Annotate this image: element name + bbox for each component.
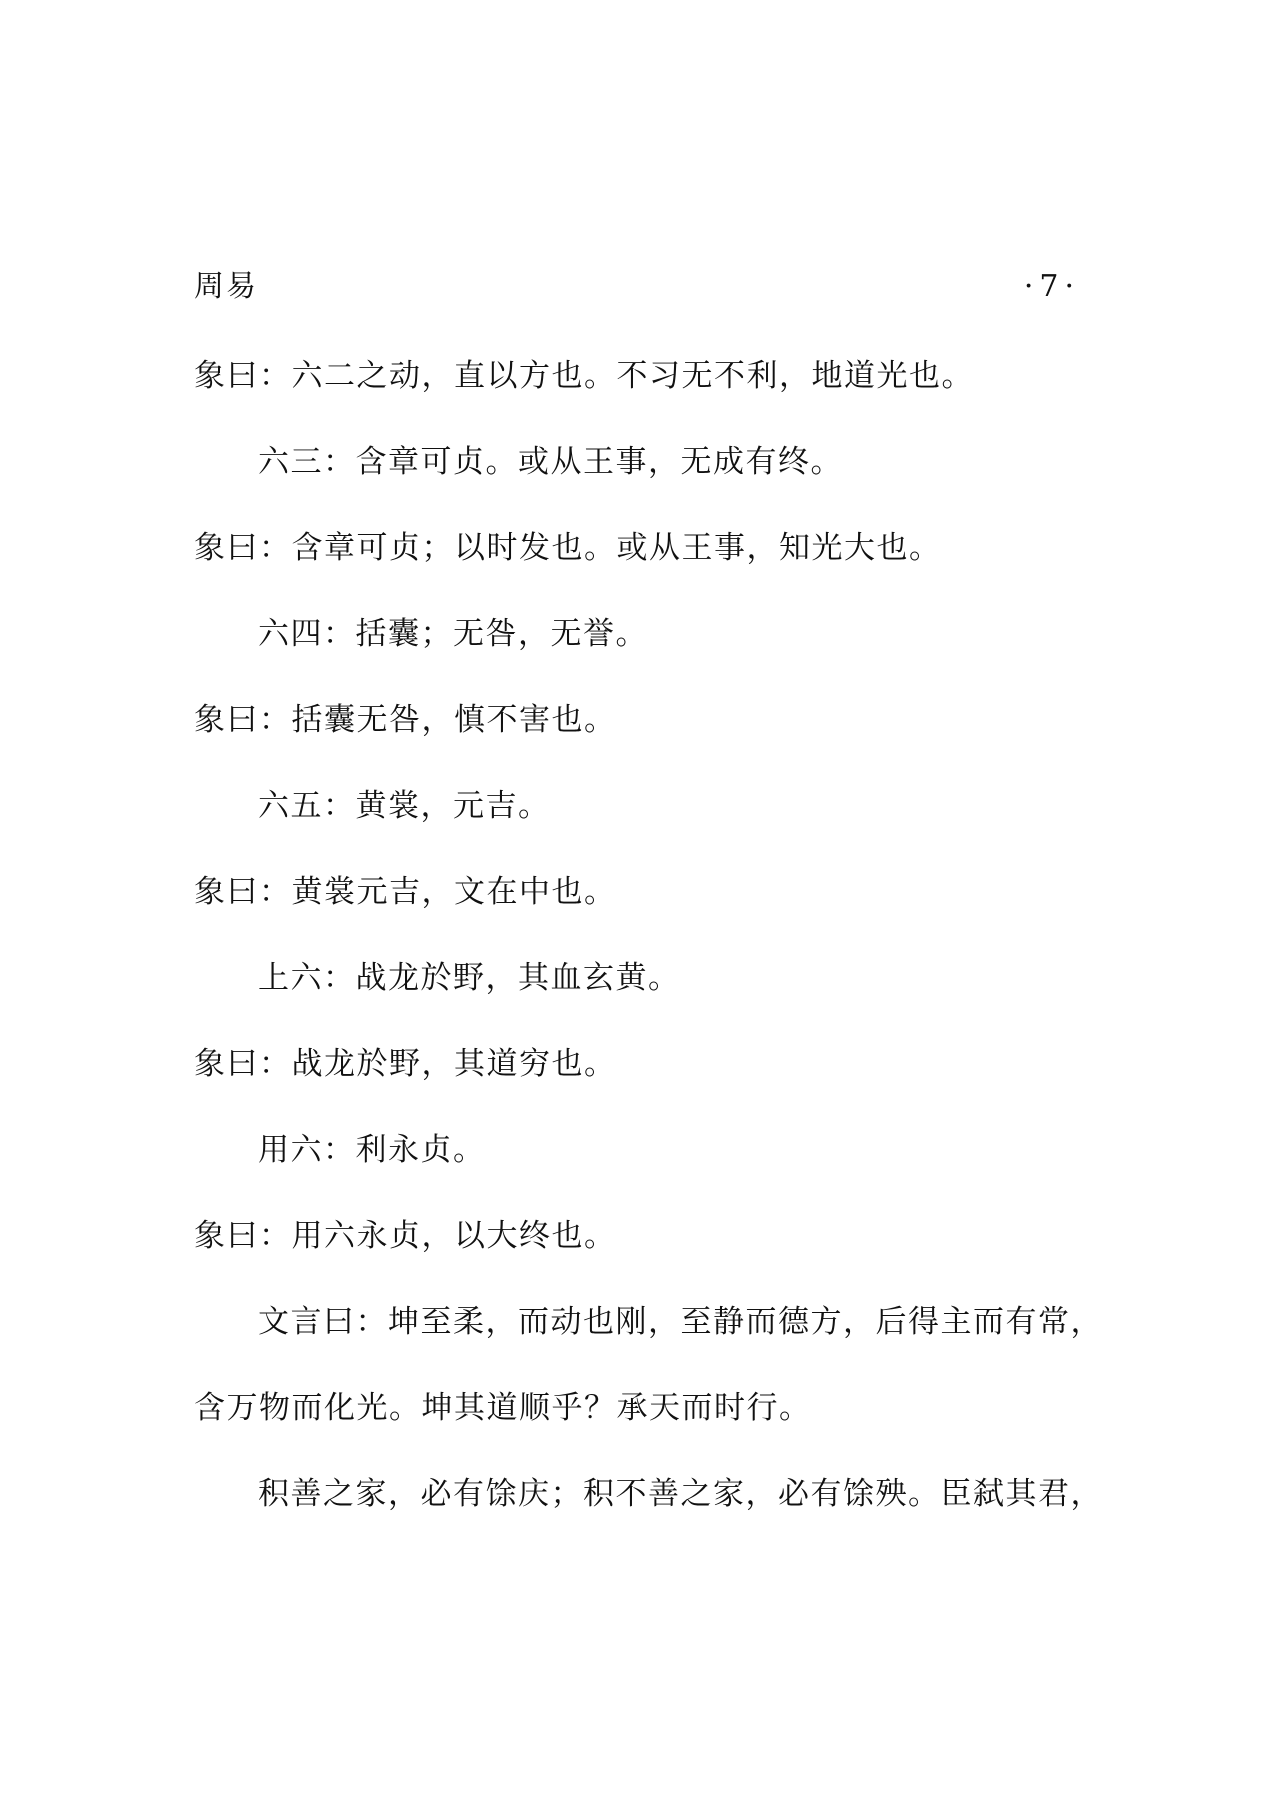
- text-line: 上六：战龙於野，其血玄黄。: [258, 960, 681, 996]
- text-line: 六四：括囊；无咎，无誉。: [258, 616, 648, 652]
- text-line: 文言曰：坤至柔，而动也刚，至静而德方，后得主而有常，: [258, 1304, 1103, 1340]
- text-line: 象曰：括囊无咎，慎不害也。: [194, 702, 617, 738]
- body-text: [194, 348, 1114, 1552]
- book-title: 周易: [194, 269, 258, 304]
- text-line: 象曰：含章可贞；以时发也。或从王事，知光大也。: [194, 530, 942, 566]
- running-header: [194, 262, 1080, 312]
- text-line: 含万物而化光。坤其道顺乎？承天而时行。: [194, 1390, 812, 1426]
- text-line: 象曰：黄裳元吉，文在中也。: [194, 874, 617, 910]
- text-line: 象曰：用六永贞，以大终也。: [194, 1218, 617, 1254]
- text-line: 积善之家，必有馀庆；积不善之家，必有馀殃。臣弑其君，: [258, 1476, 1103, 1512]
- text-line: 六三：含章可贞。或从王事，无成有终。: [258, 444, 843, 480]
- text-line: 象曰：六二之动，直以方也。不习无不利，地道光也。: [194, 358, 974, 394]
- text-line: 用六：利永贞。: [258, 1132, 486, 1168]
- text-line: 象曰：战龙於野，其道穷也。: [194, 1046, 617, 1082]
- text-line: 六五：黄裳，元吉。: [258, 788, 551, 824]
- page-number: ·7·: [1023, 269, 1080, 304]
